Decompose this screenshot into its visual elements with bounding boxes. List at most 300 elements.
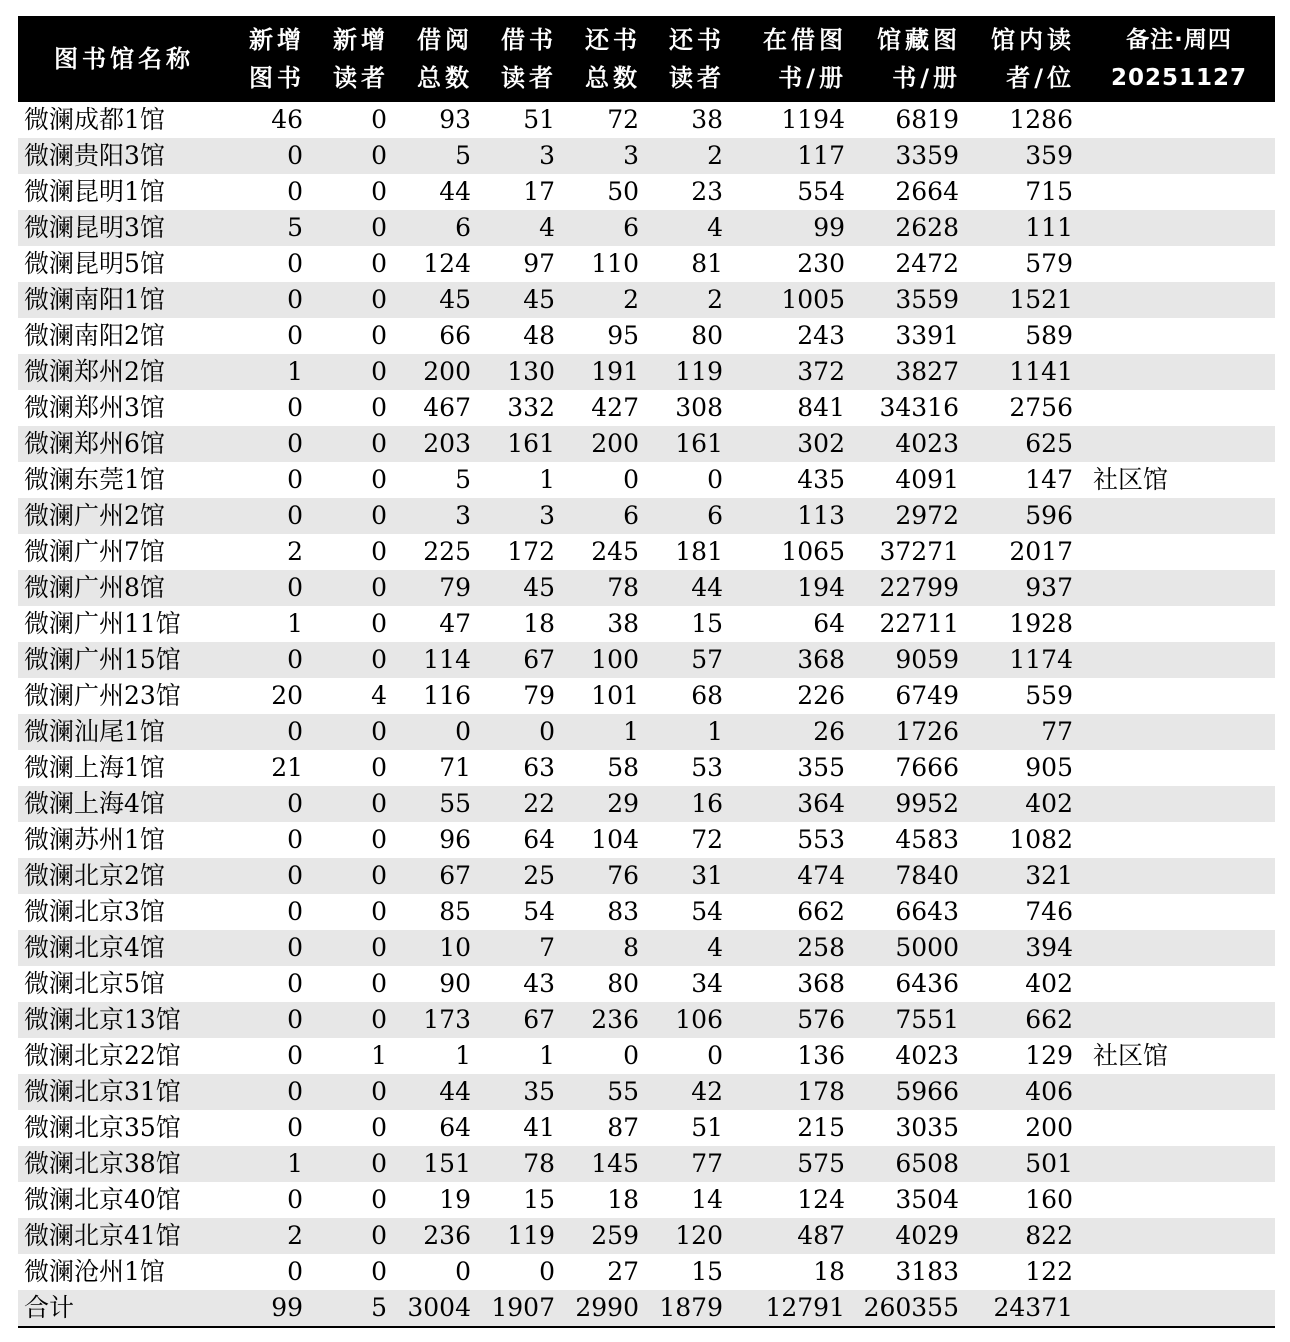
collection-cell: 2664 [895, 177, 959, 206]
note-cell [1083, 750, 1275, 786]
collection-cell: 7840 [855, 858, 969, 894]
new-readers-cell: 5 [313, 1290, 397, 1327]
borrow-readers-cell: 64 [523, 825, 555, 854]
table-row [18, 1038, 1275, 1074]
header-new-readers: 新增 读者 [313, 16, 397, 102]
borrow-total-cell: 0 [397, 714, 481, 750]
readers-in-cell: 24371 [969, 1290, 1083, 1327]
return-total-cell: 259 [565, 1218, 649, 1254]
readers-in-cell: 402 [969, 786, 1083, 822]
header-borrow-total: 借阅 总数 [397, 16, 481, 102]
borrow-readers-cell: 54 [523, 897, 555, 926]
on-loan-cell: 372 [733, 354, 855, 390]
return-total-cell: 6 [565, 210, 649, 246]
new-readers-cell: 4 [371, 681, 387, 710]
readers-in-cell: 77 [969, 714, 1083, 750]
new-books-cell: 0 [287, 1041, 303, 1070]
note-cell [1083, 138, 1275, 174]
table-row [18, 930, 1275, 966]
return-readers-cell: 38 [691, 105, 723, 134]
table-row [18, 1254, 1275, 1290]
new-readers-cell: 0 [371, 753, 387, 782]
readers-in-cell: 596 [969, 498, 1083, 534]
readers-in-cell: 394 [969, 930, 1083, 966]
borrow-total-cell: 114 [397, 642, 481, 678]
on-loan-cell: 1065 [781, 537, 845, 566]
new-books-cell: 0 [287, 465, 303, 494]
header-collection: 馆藏图 书/册 [855, 16, 969, 102]
collection-cell: 3504 [895, 1185, 959, 1214]
readers-in-cell: 122 [1025, 1257, 1073, 1286]
return-total-cell: 6 [565, 498, 649, 534]
new-books-cell: 46 [271, 105, 303, 134]
table-row [18, 426, 1275, 462]
note-cell [1083, 966, 1275, 1002]
return-total-cell: 104 [591, 825, 639, 854]
library-name-cell: 微澜广州23馆 [24, 681, 181, 710]
on-loan-cell: 368 [733, 642, 855, 678]
new-books-cell: 1 [230, 1146, 313, 1182]
library-name-cell: 微澜广州2馆 [18, 498, 230, 534]
borrow-readers-cell: 161 [481, 426, 565, 462]
readers-in-cell: 625 [969, 426, 1083, 462]
header-library-name: 图书馆名称 [18, 16, 230, 102]
new-readers-cell: 0 [371, 1185, 387, 1214]
return-total-cell: 245 [591, 537, 639, 566]
return-total-cell: 427 [591, 393, 639, 422]
on-loan-cell: 554 [797, 177, 845, 206]
on-loan-cell: 435 [797, 465, 845, 494]
new-readers-cell: 0 [313, 1218, 397, 1254]
return-readers-cell: 80 [691, 321, 723, 350]
library-name-cell: 微澜北京35馆 [24, 1113, 181, 1142]
library-name-cell: 微澜北京3馆 [24, 897, 165, 926]
return-total-cell: 2990 [565, 1290, 649, 1327]
table-row [18, 858, 1275, 894]
return-readers-cell: 77 [649, 1146, 733, 1182]
readers-in-cell: 1286 [1009, 105, 1073, 134]
readers-in-cell: 2756 [1009, 393, 1073, 422]
readers-in-cell: 715 [1025, 177, 1073, 206]
on-loan-cell: 302 [733, 426, 855, 462]
return-total-cell: 27 [607, 1257, 639, 1286]
table-row [18, 354, 1275, 390]
on-loan-cell: 364 [733, 786, 855, 822]
on-loan-cell: 368 [797, 969, 845, 998]
new-books-cell: 0 [230, 138, 313, 174]
borrow-total-cell: 45 [397, 282, 481, 318]
borrow-total-cell: 55 [397, 786, 481, 822]
new-books-cell: 1 [287, 609, 303, 638]
new-books-cell: 0 [230, 1002, 313, 1038]
return-total-cell: 110 [591, 249, 639, 278]
library-name-cell: 微澜北京22馆 [24, 1041, 181, 1070]
note-cell [1083, 1218, 1275, 1254]
table-row [18, 282, 1275, 318]
table-row [18, 138, 1275, 174]
on-loan-cell: 553 [797, 825, 845, 854]
new-readers-cell: 0 [371, 465, 387, 494]
borrow-total-cell: 236 [397, 1218, 481, 1254]
new-books-cell: 0 [287, 969, 303, 998]
new-readers-cell: 0 [371, 609, 387, 638]
note-cell [1083, 714, 1275, 750]
on-loan-cell: 841 [797, 393, 845, 422]
return-readers-cell: 2 [649, 282, 733, 318]
borrow-readers-cell: 15 [523, 1185, 555, 1214]
new-books-cell: 0 [287, 1113, 303, 1142]
library-name-cell: 微澜昆明5馆 [24, 249, 165, 278]
borrow-total-cell: 64 [439, 1113, 471, 1142]
library-name-cell: 微澜广州8馆 [18, 570, 230, 606]
library-name-cell: 微澜北京38馆 [18, 1146, 230, 1182]
readers-in-cell: 501 [969, 1146, 1083, 1182]
library-name-cell: 微澜郑州2馆 [18, 354, 230, 390]
borrow-readers-cell: 67 [481, 642, 565, 678]
return-readers-cell: 4 [649, 210, 733, 246]
table-row [18, 966, 1275, 1002]
on-loan-cell: 215 [797, 1113, 845, 1142]
new-readers-cell: 0 [313, 138, 397, 174]
return-readers-cell: 72 [691, 825, 723, 854]
note-cell [1083, 894, 1275, 930]
return-readers-cell: 31 [649, 858, 733, 894]
on-loan-cell: 576 [733, 1002, 855, 1038]
borrow-readers-cell: 3 [481, 138, 565, 174]
library-name-cell: 微澜昆明1馆 [24, 177, 165, 206]
return-total-cell: 83 [607, 897, 639, 926]
readers-in-cell: 1928 [1009, 609, 1073, 638]
collection-cell: 4091 [895, 465, 959, 494]
note-cell [1083, 1110, 1275, 1146]
new-readers-cell: 0 [313, 642, 397, 678]
library-name-cell: 微澜苏州1馆 [24, 825, 165, 854]
return-readers-cell: 4 [649, 930, 733, 966]
borrow-total-cell: 85 [439, 897, 471, 926]
collection-cell: 4023 [895, 1041, 959, 1070]
collection-cell: 4029 [855, 1218, 969, 1254]
new-books-cell: 20 [271, 681, 303, 710]
new-books-cell: 0 [287, 177, 303, 206]
new-books-cell: 0 [287, 897, 303, 926]
on-loan-cell: 575 [733, 1146, 855, 1182]
borrow-total-cell: 47 [439, 609, 471, 638]
readers-in-cell: 1174 [969, 642, 1083, 678]
borrow-readers-cell: 67 [481, 1002, 565, 1038]
collection-cell: 1726 [855, 714, 969, 750]
on-loan-cell: 243 [797, 321, 845, 350]
return-total-cell: 78 [565, 570, 649, 606]
on-loan-cell: 230 [797, 249, 845, 278]
new-books-cell: 0 [230, 786, 313, 822]
on-loan-cell: 64 [813, 609, 845, 638]
new-books-cell: 5 [230, 210, 313, 246]
table-row [18, 642, 1275, 678]
library-name-cell: 微澜沧州1馆 [24, 1257, 165, 1286]
return-total-cell: 145 [565, 1146, 649, 1182]
new-readers-cell: 0 [371, 1113, 387, 1142]
note-cell [1083, 1002, 1275, 1038]
note-cell [1083, 1182, 1275, 1218]
collection-cell: 34316 [879, 393, 959, 422]
new-readers-cell: 0 [371, 537, 387, 566]
collection-cell: 22799 [855, 570, 969, 606]
library-name-cell: 微澜北京13馆 [18, 1002, 230, 1038]
return-readers-cell: 23 [691, 177, 723, 206]
borrow-readers-cell: 51 [523, 105, 555, 134]
collection-cell: 5000 [855, 930, 969, 966]
return-total-cell: 80 [607, 969, 639, 998]
new-readers-cell: 0 [371, 177, 387, 206]
borrow-total-cell: 0 [455, 1257, 471, 1286]
borrow-total-cell: 3 [397, 498, 481, 534]
table-row [18, 894, 1275, 930]
library-name-cell: 微澜汕尾1馆 [18, 714, 230, 750]
collection-cell: 2972 [855, 498, 969, 534]
borrow-total-cell: 10 [397, 930, 481, 966]
note-cell [1083, 786, 1275, 822]
note-cell [1083, 174, 1275, 210]
new-books-cell: 0 [287, 1185, 303, 1214]
library-name-cell: 微澜北京2馆 [18, 858, 230, 894]
borrow-readers-cell: 1907 [481, 1290, 565, 1327]
return-readers-cell: 16 [649, 786, 733, 822]
on-loan-cell: 194 [733, 570, 855, 606]
readers-in-cell: 359 [969, 138, 1083, 174]
on-loan-cell: 18 [813, 1257, 845, 1286]
new-books-cell: 0 [287, 1257, 303, 1286]
new-readers-cell: 0 [371, 321, 387, 350]
table-body [18, 102, 1275, 1327]
borrow-total-cell: 19 [439, 1185, 471, 1214]
return-total-cell: 58 [607, 753, 639, 782]
borrow-readers-cell: 79 [523, 681, 555, 710]
table-row [18, 462, 1275, 498]
readers-in-cell: 1521 [969, 282, 1083, 318]
new-readers-cell: 0 [371, 393, 387, 422]
borrow-total-cell: 66 [439, 321, 471, 350]
library-name-cell: 微澜北京4馆 [18, 930, 230, 966]
on-loan-cell: 12791 [733, 1290, 855, 1327]
note-cell [1083, 1254, 1275, 1290]
borrow-total-cell: 203 [397, 426, 481, 462]
new-readers-cell: 0 [371, 825, 387, 854]
readers-in-cell: 321 [969, 858, 1083, 894]
table-row [18, 102, 1275, 138]
collection-cell: 9952 [855, 786, 969, 822]
note-cell: 社区馆 [1093, 1041, 1169, 1070]
library-name-cell: 微澜上海1馆 [24, 753, 165, 782]
new-books-cell: 99 [230, 1290, 313, 1327]
borrow-readers-cell: 1 [539, 465, 555, 494]
note-cell [1083, 1290, 1275, 1327]
table-row [18, 1218, 1275, 1254]
borrow-readers-cell: 45 [481, 282, 565, 318]
collection-cell: 4583 [895, 825, 959, 854]
header-readers-in: 馆内读 者/位 [969, 16, 1083, 102]
collection-cell: 260355 [855, 1290, 969, 1327]
borrow-total-cell: 151 [397, 1146, 481, 1182]
borrow-readers-cell: 332 [507, 393, 555, 422]
readers-in-cell: 822 [969, 1218, 1083, 1254]
new-readers-cell: 0 [313, 1074, 397, 1110]
readers-in-cell: 905 [1025, 753, 1073, 782]
on-loan-cell: 226 [797, 681, 845, 710]
readers-in-cell: 200 [1025, 1113, 1073, 1142]
collection-cell: 7666 [895, 753, 959, 782]
borrow-readers-cell: 63 [523, 753, 555, 782]
borrow-readers-cell: 43 [523, 969, 555, 998]
header-return-readers: 还书 读者 [649, 16, 733, 102]
borrow-readers-cell: 130 [481, 354, 565, 390]
borrow-readers-cell: 17 [523, 177, 555, 206]
borrow-readers-cell: 0 [481, 714, 565, 750]
new-books-cell: 0 [230, 1074, 313, 1110]
new-books-cell: 0 [287, 825, 303, 854]
on-loan-cell: 26 [733, 714, 855, 750]
collection-cell: 6508 [855, 1146, 969, 1182]
library-name-cell: 微澜昆明3馆 [18, 210, 230, 246]
library-name-cell: 微澜广州15馆 [18, 642, 230, 678]
library-name-cell: 微澜北京5馆 [24, 969, 165, 998]
readers-in-cell: 1141 [969, 354, 1083, 390]
new-readers-cell: 0 [313, 858, 397, 894]
note-cell [1083, 354, 1275, 390]
return-readers-cell: 106 [649, 1002, 733, 1038]
new-books-cell: 0 [230, 642, 313, 678]
borrow-total-cell: 79 [397, 570, 481, 606]
table-row [18, 390, 1275, 426]
collection-cell: 3359 [855, 138, 969, 174]
borrow-total-cell: 225 [423, 537, 471, 566]
borrow-total-cell: 124 [423, 249, 471, 278]
note-cell [1083, 426, 1275, 462]
return-total-cell: 76 [565, 858, 649, 894]
new-books-cell: 2 [230, 1218, 313, 1254]
table-row [18, 534, 1275, 570]
return-total-cell: 95 [607, 321, 639, 350]
borrow-readers-cell: 7 [481, 930, 565, 966]
readers-in-cell: 111 [969, 210, 1083, 246]
return-total-cell: 38 [607, 609, 639, 638]
readers-in-cell: 2017 [1009, 537, 1073, 566]
note-cell [1083, 1146, 1275, 1182]
borrow-readers-cell: 18 [523, 609, 555, 638]
collection-cell: 6749 [895, 681, 959, 710]
library-name-cell: 微澜南阳1馆 [18, 282, 230, 318]
return-total-cell: 29 [565, 786, 649, 822]
borrow-total-cell: 5 [397, 138, 481, 174]
return-readers-cell: 57 [649, 642, 733, 678]
collection-cell: 3391 [895, 321, 959, 350]
return-total-cell: 100 [565, 642, 649, 678]
table-row [18, 318, 1275, 354]
return-readers-cell: 15 [691, 609, 723, 638]
table-row [18, 786, 1275, 822]
new-books-cell: 0 [287, 321, 303, 350]
table-row [18, 246, 1275, 282]
table-row [18, 822, 1275, 858]
borrow-total-cell: 71 [439, 753, 471, 782]
new-readers-cell: 0 [371, 249, 387, 278]
note-cell [1083, 210, 1275, 246]
header-new-books: 新增 图书 [230, 16, 313, 102]
new-books-cell: 0 [230, 570, 313, 606]
table-header [18, 16, 1275, 102]
borrow-readers-cell: 41 [523, 1113, 555, 1142]
table-row [18, 606, 1275, 642]
collection-cell: 6643 [895, 897, 959, 926]
total-label: 合计 [18, 1290, 230, 1327]
new-books-cell: 0 [230, 498, 313, 534]
new-books-cell: 0 [230, 282, 313, 318]
library-name-cell: 微澜成都1馆 [24, 105, 165, 134]
note-cell [1083, 930, 1275, 966]
library-name-cell: 微澜郑州6馆 [18, 426, 230, 462]
note-cell [1083, 102, 1275, 138]
collection-cell: 7551 [855, 1002, 969, 1038]
library-name-cell: 微澜广州11馆 [24, 609, 181, 638]
note-cell [1083, 570, 1275, 606]
note-cell [1083, 858, 1275, 894]
borrow-total-cell: 200 [397, 354, 481, 390]
new-books-cell: 0 [230, 930, 313, 966]
library-name-cell: 微澜广州7馆 [24, 537, 165, 566]
table-row [18, 678, 1275, 714]
new-readers-cell: 0 [313, 282, 397, 318]
return-readers-cell: 14 [691, 1185, 723, 1214]
new-books-cell: 0 [287, 393, 303, 422]
collection-cell: 3183 [895, 1257, 959, 1286]
new-books-cell: 21 [271, 753, 303, 782]
table-row [18, 714, 1275, 750]
new-books-cell: 0 [230, 426, 313, 462]
library-stats-table [18, 16, 1275, 1328]
borrow-readers-cell: 97 [523, 249, 555, 278]
on-loan-cell: 99 [733, 210, 855, 246]
new-readers-cell: 0 [313, 930, 397, 966]
return-readers-cell: 181 [675, 537, 723, 566]
note-cell [1083, 498, 1275, 534]
on-loan-cell: 487 [733, 1218, 855, 1254]
borrow-total-cell: 116 [423, 681, 471, 710]
readers-in-cell: 1082 [1009, 825, 1073, 854]
new-readers-cell: 0 [313, 1002, 397, 1038]
new-readers-cell: 0 [313, 426, 397, 462]
new-readers-cell: 0 [313, 570, 397, 606]
return-total-cell: 87 [607, 1113, 639, 1142]
return-total-cell: 191 [565, 354, 649, 390]
return-readers-cell: 68 [691, 681, 723, 710]
collection-cell: 3827 [855, 354, 969, 390]
return-readers-cell: 1 [649, 714, 733, 750]
report-table-container [18, 16, 1275, 1328]
new-books-cell: 2 [287, 537, 303, 566]
borrow-total-cell: 6 [397, 210, 481, 246]
note-cell [1083, 318, 1275, 354]
table-row [18, 498, 1275, 534]
new-readers-cell: 1 [371, 1041, 387, 1070]
new-readers-cell: 0 [371, 1257, 387, 1286]
library-name-cell: 微澜上海4馆 [18, 786, 230, 822]
on-loan-cell: 124 [797, 1185, 845, 1214]
return-readers-cell: 42 [649, 1074, 733, 1110]
return-total-cell: 101 [591, 681, 639, 710]
table-row [18, 750, 1275, 786]
return-readers-cell: 54 [691, 897, 723, 926]
borrow-total-cell: 96 [439, 825, 471, 854]
return-total-cell: 0 [623, 1041, 639, 1070]
